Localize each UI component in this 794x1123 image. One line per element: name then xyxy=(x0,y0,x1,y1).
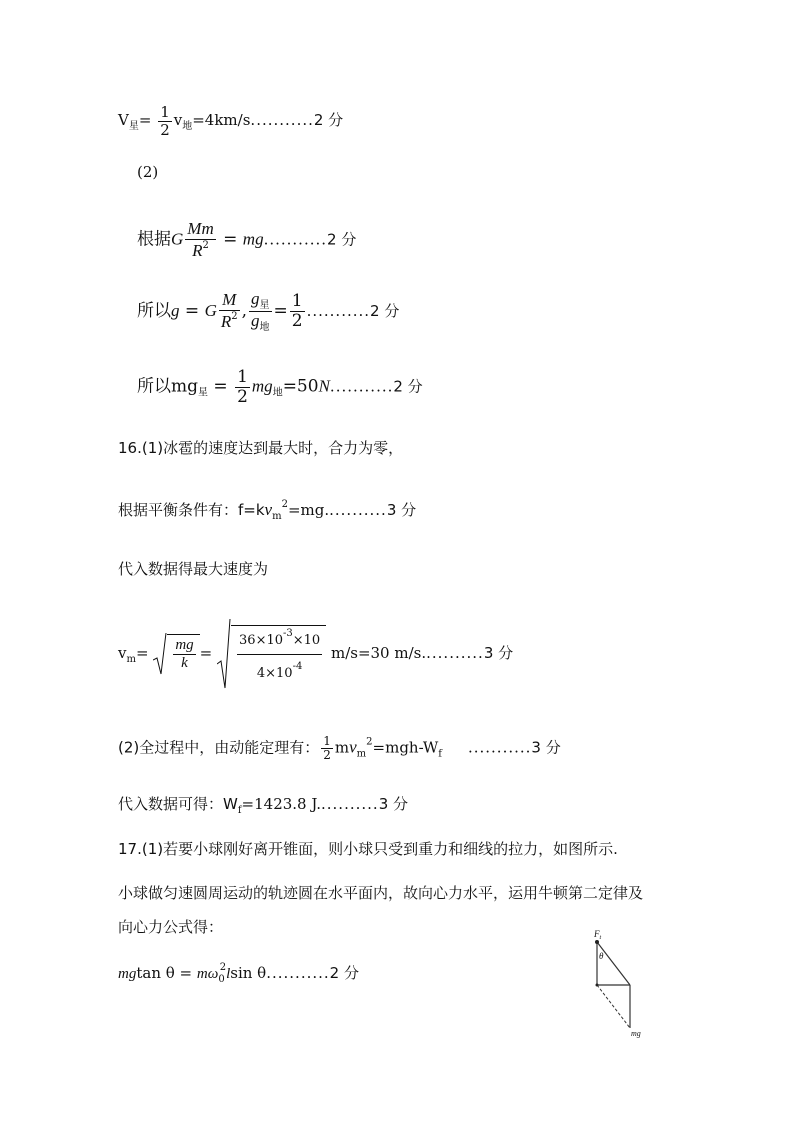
radical-sign xyxy=(153,632,167,676)
eq-g-ratio: 所以g = G $\frac{M}{R^2}$ , $\frac{g_星}{g_地}$ = $\frac{1}{2}$ ...........2 分 xyxy=(137,289,400,333)
eq-gravity-law: 根据G $\frac{Mm}{R^2}$ = mg...........2 分 xyxy=(137,219,357,260)
eq-vm: $v_m=$ $\frac{mg}{k}$ = $\frac{36\times 10^{-3}\times 10}{4\times 10^{-4}}$ m/s=30 m/s...........3 分 xyxy=(118,618,513,690)
tension-label: $F_t$ xyxy=(594,929,602,941)
eq-energy-theorem: (2)全过程中，由动能定理有： $\frac{1}{2}$ $mv_m^2=mgh-W_f$ ...........3 分 xyxy=(118,734,561,763)
eq-v-star: $V_星=$ $\frac{1}{2}$ $v_地=4km/s...........2$ 分 xyxy=(118,103,344,139)
force-diagram xyxy=(585,925,660,1040)
q16-part1-intro: 16.(1)冰雹的速度达到最大时，合力为零， xyxy=(118,439,404,457)
string-line xyxy=(597,942,630,985)
q16-max-speed-intro: 代入数据得最大速度为 xyxy=(118,560,269,578)
gravity-label: mg xyxy=(631,1029,641,1038)
part-2-label: (2) xyxy=(137,163,159,181)
q17-formula-intro: 向心力公式得： xyxy=(118,918,224,936)
pivot xyxy=(596,984,599,987)
eq-centripetal: mgtan $\theta = m\omega_0^2lsin$ θ...........2 分 xyxy=(118,962,359,985)
eq-wf-result: 代入数据可得：$W_f=1423.8$ J...........3 分 xyxy=(118,795,408,816)
eq-balance: 根据平衡条件有：$f=kv_m^2=mg...........3$ 分 xyxy=(118,499,417,522)
q17-part1-intro: 17.(1)若要小球刚好离开锥面，则小球只受到重力和细线的拉力，如图所示. xyxy=(118,840,618,858)
ball xyxy=(595,940,599,944)
angle-label: θ xyxy=(599,951,604,961)
q17-explanation: 小球做匀速圆周运动的轨迹圆在水平面内，故向心力水平，运用牛顿第二定律及 xyxy=(118,884,644,902)
radical-sign-2 xyxy=(217,618,231,690)
eq-mg-star: 所以$mg_星$ = $\frac{1}{2}$ $mg_地=50N...........2$ 分 xyxy=(137,367,423,407)
resultant-dashed xyxy=(597,985,630,1028)
